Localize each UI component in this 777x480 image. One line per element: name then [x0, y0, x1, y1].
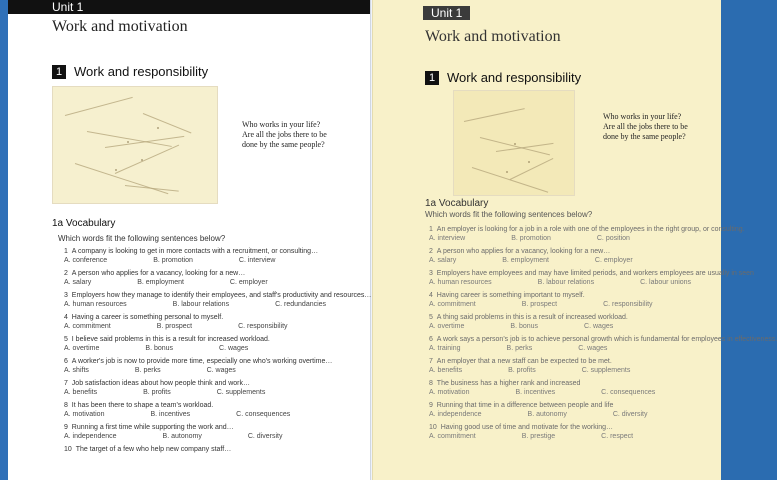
left-page[interactable]	[8, 0, 371, 480]
question-item	[429, 292, 719, 308]
option-b[interactable]: B. bonus	[145, 345, 174, 352]
section-heading	[425, 70, 581, 85]
unit-tag: Unit 1	[44, 0, 91, 14]
option-a[interactable]: A. human resources	[64, 301, 127, 308]
option-b[interactable]: B. prospect	[521, 301, 558, 308]
option-a[interactable]: A. interview	[429, 235, 466, 242]
option-a[interactable]: A. overtime	[64, 345, 100, 352]
option-b[interactable]: B. labour relations	[172, 301, 230, 308]
vocabulary-heading: 1a Vocabulary	[425, 198, 489, 209]
option-c[interactable]: C. interview	[238, 257, 276, 264]
option-b[interactable]: B. employment	[502, 257, 549, 264]
question-number: 9	[64, 424, 68, 431]
question-item	[64, 446, 364, 453]
page-title: Work and motivation	[52, 18, 188, 35]
question-number: 2	[429, 248, 433, 255]
question-number: 4	[64, 314, 68, 321]
speech-text: Who works in your life? Are all the jobs there to be done by the same people?	[603, 112, 688, 141]
question-text: The business has a higher rank and increased	[436, 380, 581, 387]
option-c[interactable]: C. wages	[578, 345, 608, 352]
option-c[interactable]: C. redundancies	[275, 301, 327, 308]
question-text: Having good use of time and motivate for the working…	[440, 424, 614, 431]
question-number: 7	[429, 358, 433, 365]
option-c[interactable]: C. position	[596, 235, 630, 242]
right-page[interactable]	[372, 0, 777, 480]
question-number: 1	[64, 248, 68, 255]
option-b[interactable]: B. bonus	[510, 323, 539, 330]
question-item	[429, 424, 719, 440]
question-item	[64, 292, 372, 308]
window-frame-edge	[0, 0, 8, 480]
option-c[interactable]: C. wages	[584, 323, 614, 330]
option-a[interactable]: A. independence	[64, 433, 117, 440]
option-a[interactable]: A. commitment	[64, 323, 111, 330]
option-c[interactable]: C. responsibility	[238, 323, 288, 330]
question-text: I believe said problems in this is a result for increased workload.	[71, 336, 270, 343]
option-c[interactable]: C. diversity	[247, 433, 283, 440]
section-title: Work and responsibility	[74, 64, 209, 79]
option-c[interactable]: C. supplements	[581, 367, 631, 374]
question-item	[64, 248, 364, 264]
question-text: Having a career is something personal to myself.	[71, 314, 224, 321]
question-number: 1	[429, 226, 433, 233]
option-b[interactable]: B. incentives	[515, 389, 556, 396]
question-item	[64, 358, 364, 374]
question-text: Employers how they manage to identify their employees, and staff's productivity and resources…	[71, 292, 372, 299]
option-c[interactable]: C. consequences	[601, 389, 656, 396]
option-c[interactable]: C. diversity	[612, 411, 648, 418]
question-text: Running a first time while supporting the work and…	[71, 424, 234, 431]
question-item	[429, 226, 745, 242]
section-title: Work and responsibility	[447, 70, 582, 85]
option-a[interactable]: A. conference	[64, 257, 108, 264]
question-number: 6	[429, 336, 433, 343]
option-a[interactable]: A. commitment	[429, 433, 476, 440]
option-b[interactable]: B. prestige	[521, 433, 556, 440]
option-b[interactable]: B. autonomy	[162, 433, 202, 440]
question-list	[64, 248, 372, 459]
question-item	[429, 314, 719, 330]
question-number: 5	[429, 314, 433, 321]
option-a[interactable]: A. motivation	[429, 389, 470, 396]
question-item	[429, 270, 754, 286]
question-number: 7	[64, 380, 68, 387]
question-text: A worker's job is now to provide more time, especially one who's working overtime…	[71, 358, 333, 365]
question-number: 6	[64, 358, 68, 365]
question-number: 9	[429, 402, 433, 409]
question-text: It has been there to shape a team's workload.	[71, 402, 214, 409]
question-item	[64, 380, 364, 396]
option-b[interactable]: B. labour relations	[537, 279, 595, 286]
option-a[interactable]: A. benefits	[64, 389, 98, 396]
question-number: 8	[64, 402, 68, 409]
option-a[interactable]: A. motivation	[64, 411, 105, 418]
option-b[interactable]: B. perks	[506, 345, 533, 352]
option-b[interactable]: B. prospect	[156, 323, 193, 330]
question-number: 8	[429, 380, 433, 387]
option-b[interactable]: B. promotion	[153, 257, 193, 264]
question-number: 10	[429, 424, 437, 431]
question-text: An employer that a new staff can be expected to be met.	[436, 358, 612, 365]
question-text: A person who applies for a vacancy, looking for a new…	[436, 248, 611, 255]
option-a[interactable]: A. salary	[64, 279, 92, 286]
option-b[interactable]: B. incentives	[150, 411, 191, 418]
instruction-text: Which words fit the following sentences below?	[58, 234, 226, 243]
question-item	[64, 336, 364, 352]
option-a[interactable]: A. commitment	[429, 301, 476, 308]
question-text: A work says a person's job is to achieve personal growth which is fundamental for employees in effectiveness.	[436, 336, 777, 343]
option-c[interactable]: C. labour unions	[640, 279, 692, 286]
illustration-image	[453, 90, 575, 196]
illustration-image	[52, 86, 218, 204]
question-item	[429, 380, 719, 396]
speech-text: Who works in your life? Are all the jobs there to be done by the same people?	[242, 120, 327, 149]
question-number: 3	[429, 270, 433, 277]
question-text: Running that time in a difference between people and life	[436, 402, 614, 409]
option-b[interactable]: B. employment	[137, 279, 184, 286]
question-item	[64, 270, 364, 286]
question-text: A company is looking to get in more contacts with a recruitment, or consulting…	[71, 248, 319, 255]
option-b[interactable]: B. promotion	[511, 235, 551, 242]
option-a[interactable]: A. shifts	[64, 367, 89, 374]
option-c[interactable]: C. supplements	[216, 389, 266, 396]
section-number: 1	[425, 71, 439, 85]
section-number: 1	[52, 65, 66, 79]
option-a[interactable]: A. human resources	[429, 279, 492, 286]
page-title: Work and motivation	[425, 28, 561, 45]
option-b[interactable]: B. profits	[508, 367, 536, 374]
option-a[interactable]: A. training	[429, 345, 461, 352]
question-text: An employer is looking for a job in a role with one of the employees in the right group, or consulting.	[436, 226, 745, 233]
question-number: 5	[64, 336, 68, 343]
question-item	[64, 314, 364, 330]
question-text: The target of a few who help new company staff…	[75, 446, 232, 453]
option-c[interactable]: C. wages	[219, 345, 249, 352]
unit-tag: Unit 1	[423, 6, 470, 20]
question-item	[64, 424, 364, 440]
question-text: Having career is something important to myself.	[436, 292, 585, 299]
option-c[interactable]: C. wages	[206, 367, 236, 374]
question-item	[64, 402, 364, 418]
option-a[interactable]: A. salary	[429, 257, 457, 264]
question-item	[429, 402, 719, 418]
option-b[interactable]: B. perks	[134, 367, 161, 374]
question-item	[429, 248, 719, 264]
option-c[interactable]: C. employer	[229, 279, 268, 286]
question-text: A person who applies for a vacancy, looking for a new…	[71, 270, 246, 277]
option-a[interactable]: A. independence	[429, 411, 482, 418]
question-number: 10	[64, 446, 72, 453]
question-number: 3	[64, 292, 68, 299]
option-c[interactable]: C. responsibility	[603, 301, 653, 308]
option-b[interactable]: B. profits	[143, 389, 171, 396]
section-heading	[52, 64, 208, 79]
question-item	[429, 358, 719, 374]
question-text: A thing said problems in this is a result of increased workload.	[436, 314, 628, 321]
question-number: 2	[64, 270, 68, 277]
option-c[interactable]: C. respect	[601, 433, 634, 440]
option-c[interactable]: C. employer	[594, 257, 633, 264]
instruction-text: Which words fit the following sentences below?	[425, 210, 593, 219]
option-a[interactable]: A. benefits	[429, 367, 463, 374]
question-item	[429, 336, 777, 352]
option-c[interactable]: C. consequences	[236, 411, 291, 418]
option-b[interactable]: B. autonomy	[527, 411, 567, 418]
option-a[interactable]: A. overtime	[429, 323, 465, 330]
question-number: 4	[429, 292, 433, 299]
question-list	[429, 226, 777, 446]
vocabulary-heading: 1a Vocabulary	[52, 218, 116, 229]
question-text: Job satisfaction ideas about how people think and work…	[71, 380, 251, 387]
question-text: Employers have employees and may have limited periods, and workers employees are usually in seen	[436, 270, 754, 277]
